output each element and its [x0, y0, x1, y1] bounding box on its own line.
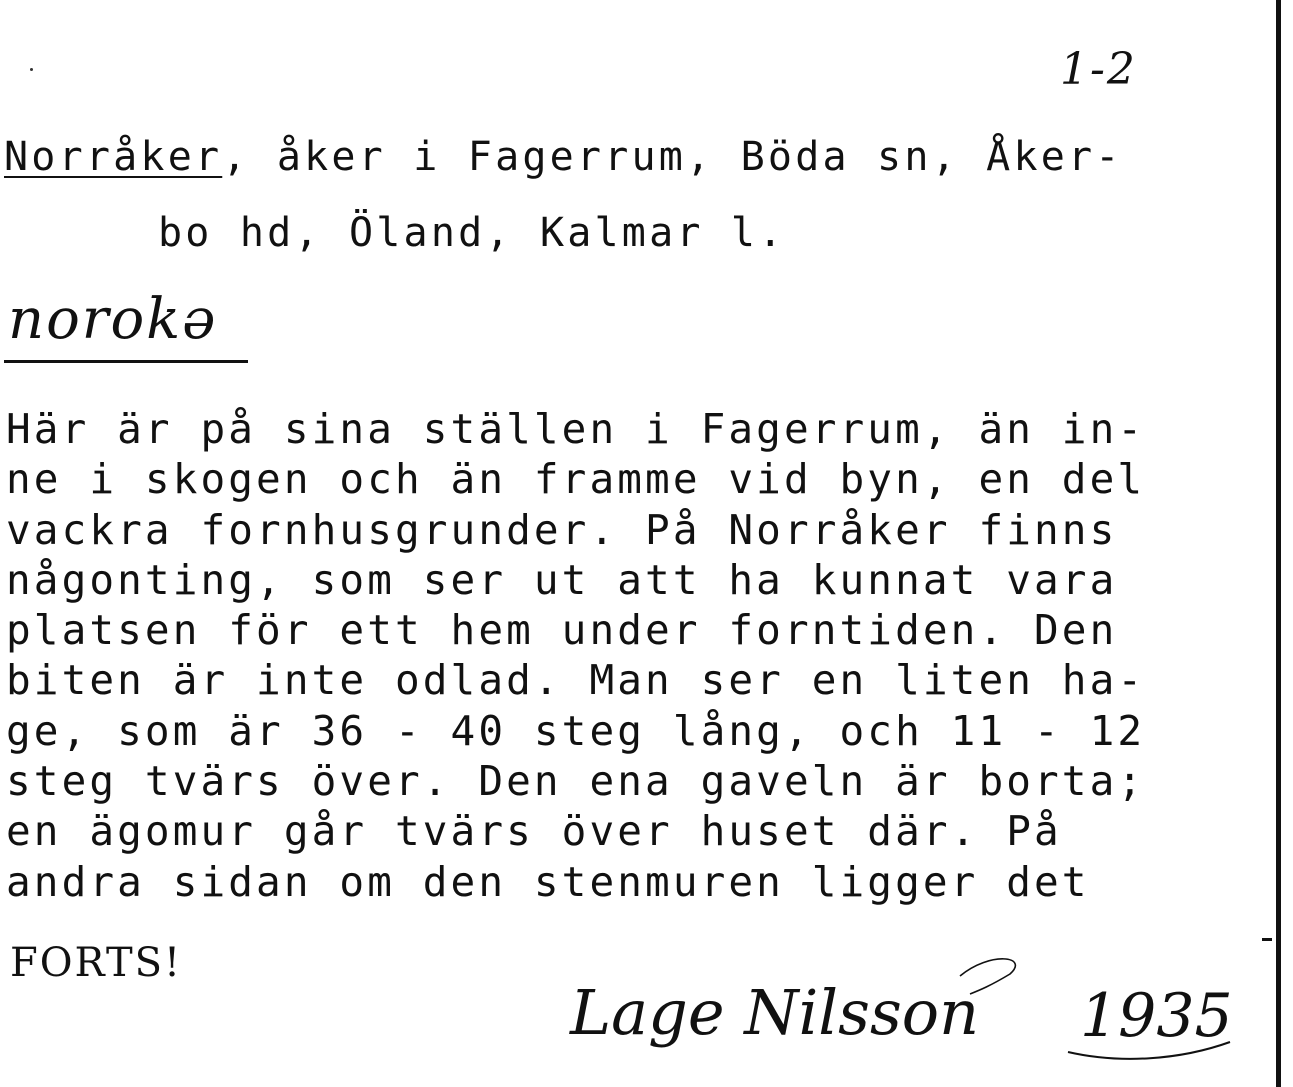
body-line: biten är inte odlad. Man ser en liten ha-: [6, 656, 1146, 705]
body-line: vackra fornhusgrunder. På Norråker finns: [6, 505, 1118, 554]
body-text: [6, 404, 1145, 907]
heading-line-1-rest: , åker i Fagerrum, Böda sn, Åker-: [222, 134, 1123, 180]
page-number: 1-2: [1060, 44, 1137, 95]
continuation-note: FORTS!: [10, 940, 183, 986]
ink-speck: [30, 68, 33, 71]
handwritten-signature: [560, 956, 1260, 1076]
body-line: steg tvärs över. Den ena gaveln är borta;: [6, 757, 1146, 806]
heading-line-1: [4, 132, 1123, 182]
body-line: ge, som är 36 - 40 steg lång, och 11 - 12: [6, 706, 1146, 755]
body-line: en ägomur går tvärs över huset där. På: [6, 807, 1062, 856]
body-line: andra sidan om den stenmuren ligger det: [6, 857, 1090, 906]
signature-name: Lage Nilsson: [570, 976, 980, 1049]
body-line: någonting, som ser ut att ha kunnat vara: [6, 555, 1118, 604]
edge-tick-mark: [1262, 938, 1272, 941]
signature-year: 1935: [1080, 981, 1233, 1051]
phonetic-transcription: norokə: [8, 287, 218, 352]
body-line: ne i skogen och än framme vid byn, en del: [6, 455, 1146, 504]
body-line: platsen för ett hem under forntiden. Den: [6, 606, 1118, 655]
heading-line-2: bo hd, Öland, Kalmar l.: [158, 210, 786, 256]
body-line: Här är på sina ställen i Fagerrum, än in-: [6, 405, 1146, 453]
card-edge: [1276, 0, 1281, 1087]
place-name: Norråker: [4, 134, 223, 180]
phonetic-underline: [4, 360, 248, 363]
